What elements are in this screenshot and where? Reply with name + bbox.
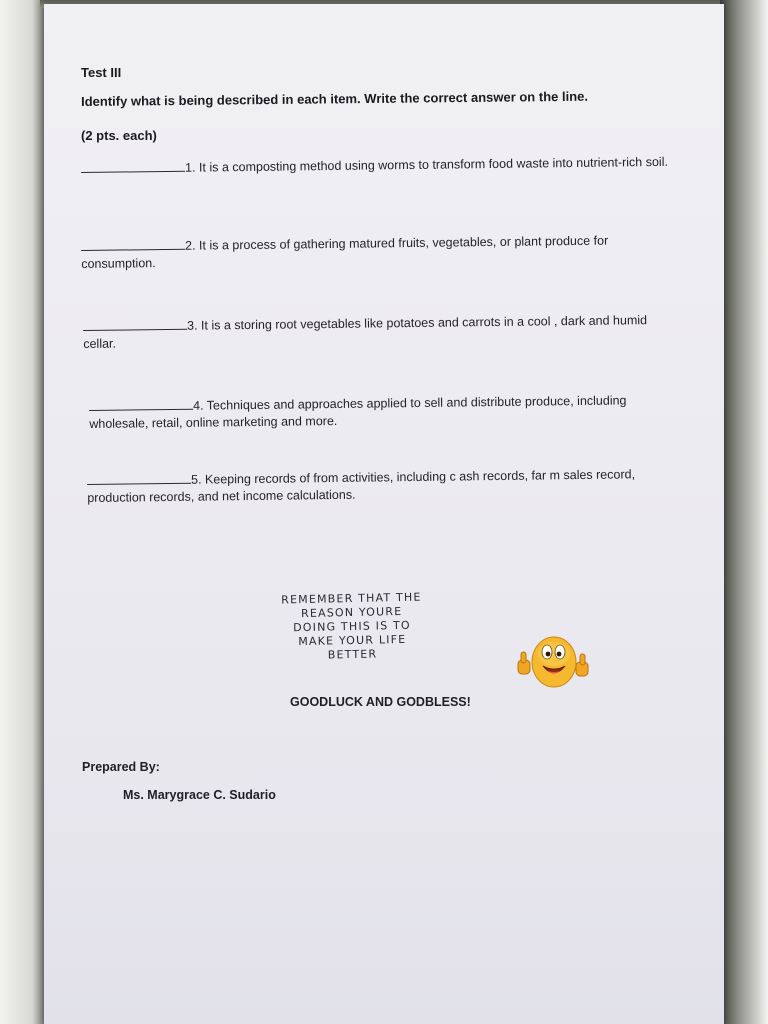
question-item-5 xyxy=(87,466,677,507)
question-item-3 xyxy=(83,312,673,353)
background-left-surface xyxy=(0,0,46,1024)
question-text: 4. Techniques and approaches applied to sell and distribute produce, including wholesale, retail, online marketing and more. xyxy=(89,393,627,431)
answer-line[interactable] xyxy=(81,239,185,251)
answer-line[interactable] xyxy=(81,161,185,173)
smiley-face-icon xyxy=(532,637,576,687)
question-item-2 xyxy=(81,232,671,273)
motto-line: MAKE YOUR LIFE xyxy=(298,632,407,649)
motto-line: BETTER xyxy=(327,647,378,662)
right-hand-icon xyxy=(576,654,588,676)
motto-line: DOING THIS IS TO xyxy=(293,618,411,635)
test-title: Test III xyxy=(81,65,122,80)
question-text: 3. It is a storing root vegetables like potatoes and carrots in a cool , dark and humid cellar. xyxy=(83,313,648,351)
motto-line: REMEMBER THAT THE xyxy=(281,590,422,607)
paper-sheet xyxy=(44,4,724,1024)
motto-line: REASON YOURE xyxy=(300,604,403,621)
answer-line[interactable] xyxy=(83,319,187,331)
closing-message: GOODLUCK AND GODBLESS! xyxy=(290,695,471,709)
background-right-surface xyxy=(720,0,768,1024)
left-hand-icon xyxy=(518,652,530,674)
question-text: 1. It is a composting method using worms to transform food waste into nutrient-rich soil. xyxy=(185,154,668,175)
question-item-4 xyxy=(89,392,679,433)
question-item-1 xyxy=(81,154,671,178)
test-instruction: Identify what is being described in each item. Write the correct answer on the line. xyxy=(81,88,589,109)
answer-line[interactable] xyxy=(87,473,191,485)
points-note: (2 pts. each) xyxy=(81,128,157,143)
thumbs-up-smiley-icon xyxy=(514,630,594,694)
question-text: 5. Keeping records of from activities, including c ash records, far m sales record, production records, and net income calculations. xyxy=(87,467,636,505)
prepared-by-label: Prepared By: xyxy=(82,760,160,774)
sheet-content xyxy=(44,4,724,1024)
question-text: 2. It is a process of gathering matured fruits, vegetables, or plant produce for consumption. xyxy=(81,233,609,271)
handwritten-motto xyxy=(231,589,472,664)
answer-line[interactable] xyxy=(89,399,193,411)
teacher-name: Ms. Marygrace C. Sudario xyxy=(123,788,276,802)
